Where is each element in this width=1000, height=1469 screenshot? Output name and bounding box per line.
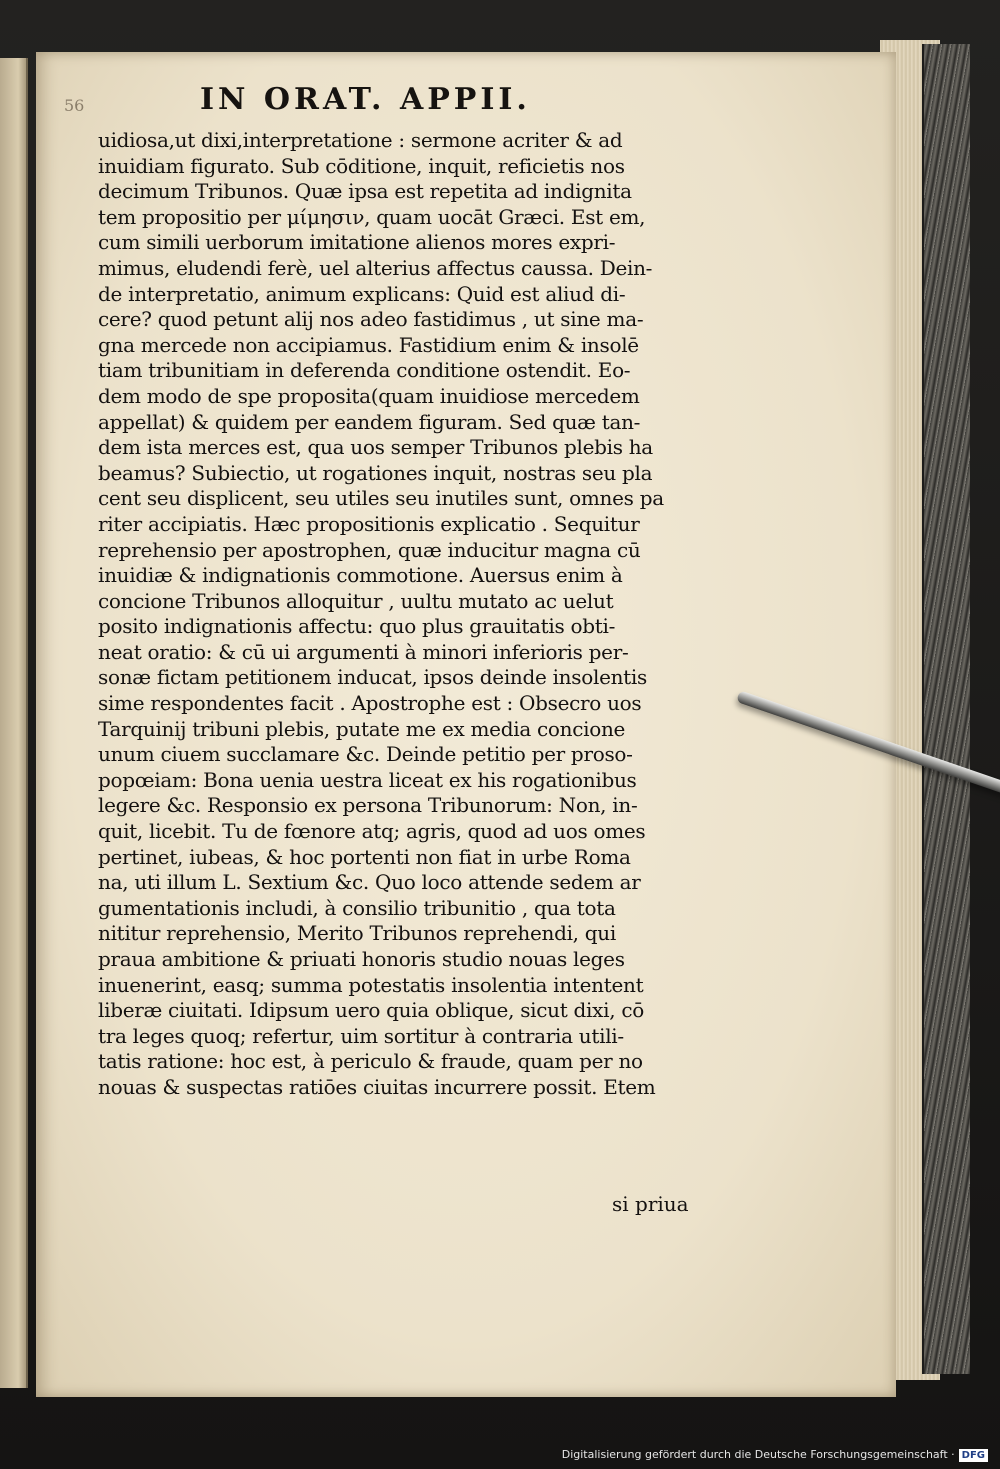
text-line: quit, licebit. Tu de fœnore atq; agris, quod ad uos omes — [98, 819, 646, 844]
text-line: cent seu displicent, seu utiles seu inutiles sunt, omnes pa — [98, 486, 664, 511]
folio-mark: 56 — [64, 96, 85, 115]
text-line: beamus? Subiectio, ut rogationes inquit, nostras seu pla — [98, 460, 653, 485]
text-line: neat oratio: & cū ui argumenti à minori inferioris per- — [98, 639, 629, 664]
text-line: tatis ratione: hoc est, à periculo & fraude, quam per no — [98, 1049, 643, 1074]
digitization-credit — [562, 1448, 988, 1462]
body-text — [98, 128, 698, 1101]
book-cover-edge — [922, 44, 970, 1374]
text-line: dem modo de spe proposita(quam inuidiose mercedem — [98, 383, 640, 408]
text-line: de interpretatio, animum explicans: Quid est aliud di- — [98, 281, 626, 306]
text-line: gna mercede non accipiamus. Fastidium enim & insolē — [98, 332, 639, 357]
text-line: tra leges quoq; refertur, uim sortitur à contraria utili- — [98, 1023, 624, 1048]
text-line: sonæ fictam petitionem inducat, ipsos deinde insolentis — [98, 665, 647, 690]
text-line: tem propositio per μίμησιν, quam uocāt Græci. Est em, — [98, 204, 646, 229]
facing-page-edge — [0, 58, 28, 1388]
text-line: appellat) & quidem per eandem figuram. Sed quæ tan- — [98, 409, 641, 434]
running-head: IN ORAT. APPII. — [200, 82, 531, 117]
text-line: legere &c. Responsio ex persona Tribunorum: Non, in- — [98, 793, 638, 818]
text-line: cere? quod petunt alij nos adeo fastidimus , ut sine ma- — [98, 307, 644, 332]
dfg-logo: DFG — [959, 1449, 988, 1462]
text-line: liberæ ciuitati. Idipsum uero quia oblique, sicut dixi, cō — [98, 998, 644, 1023]
text-line: nouas & suspectas ratiōes ciuitas incurrere possit. Etem — [98, 1074, 656, 1099]
text-line: riter accipiatis. Hæc propositionis explicatio . Sequitur — [98, 511, 640, 536]
text-line: gumentationis includi, à consilio tribunitio , qua tota — [98, 895, 616, 920]
text-line: dem ista merces est, qua uos semper Tribunos plebis ha — [98, 435, 653, 460]
text-line: nititur reprehensio, Merito Tribunos reprehendi, qui — [98, 921, 616, 946]
text-line: popœiam: Bona uenia uestra liceat ex his rogationibus — [98, 767, 637, 792]
text-line: decimum Tribunos. Quæ ipsa est repetita ad indignita — [98, 179, 632, 204]
catchword: si priua — [612, 1192, 689, 1216]
text-line: mimus, eludendi ferè, uel alterius affectus caussa. Dein- — [98, 255, 653, 280]
text-line: pertinet, iubeas, & hoc portenti non fiat in urbe Roma — [98, 844, 631, 869]
text-line: posito indignationis affectu: quo plus grauitatis obti- — [98, 614, 616, 639]
text-line: unum ciuem succlamare &c. Deinde petitio per proso- — [98, 742, 633, 767]
text-line: Tarquinij tribuni plebis, putate me ex media concione — [98, 716, 626, 741]
text-line: cum simili uerborum imitatione alienos mores expri- — [98, 230, 616, 255]
text-line: uidiosa,ut dixi,interpretatione : sermone acriter & ad — [98, 128, 623, 152]
text-line: na, uti illum L. Sextium &c. Quo loco attende sedem ar — [98, 870, 641, 895]
text-line: inuenerint, easq; summa potestatis insolentia intentent — [98, 972, 644, 997]
text-line: tiam tribunitiam in deferenda conditione ostendit. Eo- — [98, 358, 631, 383]
text-line: concione Tribunos alloquitur , uultu mutato ac uelut — [98, 588, 614, 613]
credit-text: Digitalisierung gefördert durch die Deutsche Forschungsgemeinschaft · — [561, 1448, 955, 1461]
text-line: inuidiam figurato. Sub cōditione, inquit, reficietis nos — [98, 153, 625, 178]
text-line: sime respondentes facit . Apostrophe est : Obsecro uos — [98, 691, 642, 716]
text-line: praua ambitione & priuati honoris studio nouas leges — [98, 947, 625, 971]
text-line: reprehensio per apostrophen, quæ inducitur magna cū — [98, 537, 641, 562]
text-line: inuidiæ & indignationis commotione. Auersus enim à — [98, 563, 623, 588]
